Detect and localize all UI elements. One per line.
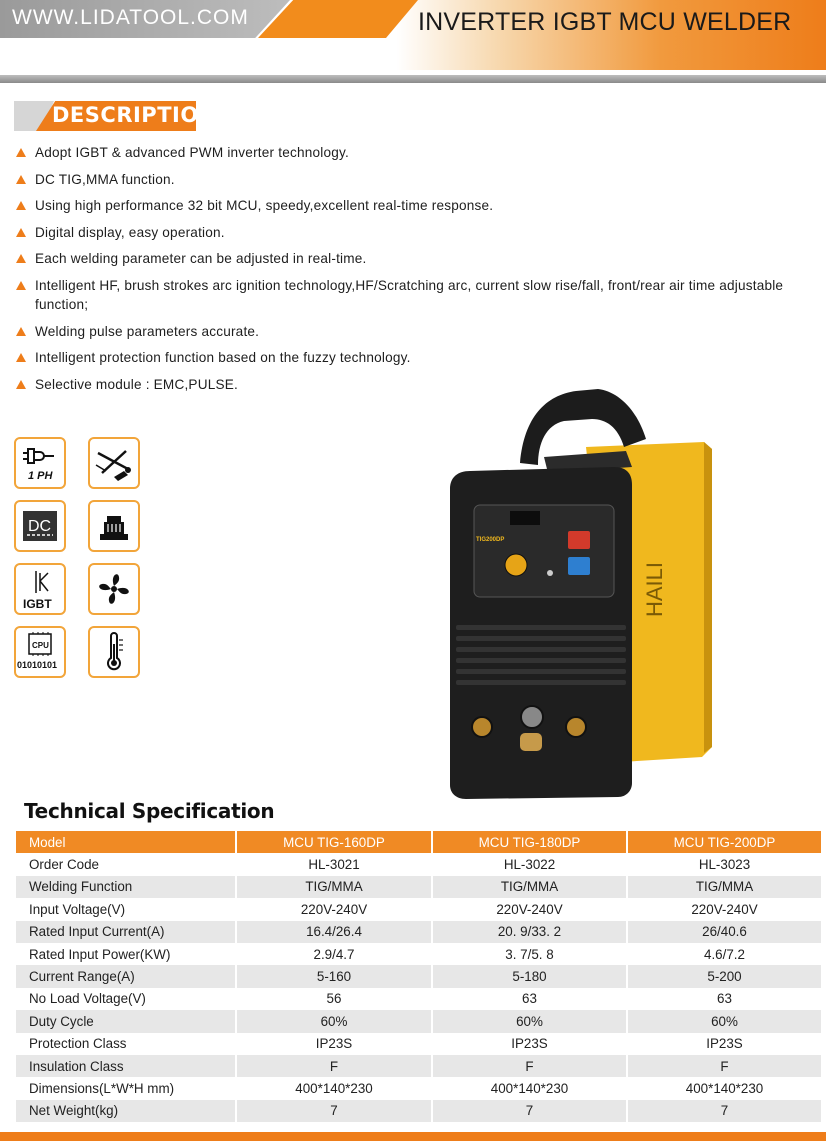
description-item: Adopt IGBT & advanced PWM inverter technology. [16,143,806,162]
cooling-fan-icon [88,563,140,615]
spec-row [16,965,822,987]
spec-value-cell: F [432,1055,627,1077]
spec-value-cell: 400*140*230 [432,1077,627,1099]
spec-value-cell: 60% [627,1010,822,1032]
description-item: Selective module : EMC,PULSE. [16,375,806,394]
spec-value-cell: IP23S [627,1033,822,1055]
spec-value-cell: 26/40.6 [627,921,822,943]
page-header [0,0,826,70]
welder-product-image [436,387,718,799]
spec-row [16,1077,822,1099]
spec-row [16,1033,822,1055]
triangle-bullet-icon [16,254,26,263]
spec-value-cell: 20. 9/33. 2 [432,921,627,943]
description-item: Intelligent protection function based on the fuzzy technology. [16,348,806,367]
heat-sink-icon [88,500,140,552]
spec-value-cell: IP23S [236,1033,432,1055]
svg-text:01010101: 01010101 [17,660,58,670]
spec-label-cell: Input Voltage(V) [16,898,236,920]
spec-value-cell: 7 [627,1100,822,1122]
spec-value-cell: MCU TIG-200DP [627,831,822,853]
spec-value-cell: 56 [236,988,432,1010]
spec-value-cell: IP23S [432,1033,627,1055]
spec-label-cell: Current Range(A) [16,965,236,987]
header-divider [0,75,826,83]
triangle-bullet-icon [16,148,26,157]
triangle-bullet-icon [16,380,26,389]
spec-header-row [16,831,822,853]
spec-label-cell: Model [16,831,236,853]
spec-label-cell: Rated Input Power(KW) [16,943,236,965]
description-item: Each welding parameter can be adjusted in real-time. [16,249,806,268]
spec-row [16,898,822,920]
spec-value-cell: F [627,1055,822,1077]
spec-value-cell: MCU TIG-160DP [236,831,432,853]
tig-torch-electrode-icon [88,437,140,489]
svg-text:IGBT: IGBT [23,597,52,611]
single-phase-plug-icon [14,437,66,489]
igbt-transistor-icon [14,563,66,615]
spec-label-cell: Duty Cycle [16,1010,236,1032]
triangle-bullet-icon [16,228,26,237]
spec-value-cell: HL-3022 [432,853,627,875]
spec-value-cell: 4.6/7.2 [627,943,822,965]
spec-value-cell: 16.4/26.4 [236,921,432,943]
spec-value-cell: 60% [432,1010,627,1032]
svg-text:DC: DC [28,518,52,535]
spec-value-cell: TIG/MMA [627,876,822,898]
description-item: Digital display, easy operation. [16,223,806,242]
spec-value-cell: HL-3021 [236,853,432,875]
spec-row [16,988,822,1010]
svg-text:TIG200DP: TIG200DP [476,537,505,543]
spec-row [16,921,822,943]
spec-label-cell: Rated Input Current(A) [16,921,236,943]
spec-value-cell: TIG/MMA [236,876,432,898]
spec-value-cell: 5-180 [432,965,627,987]
description-heading: DESCRIPTION [52,103,217,127]
spec-value-cell: 5-160 [236,965,432,987]
spec-row [16,943,822,965]
spec-value-cell: 7 [236,1100,432,1122]
site-url[interactable]: WWW.LIDATOOL.COM [12,6,249,29]
description-heading-tag [14,101,217,131]
spec-value-cell: 400*140*230 [236,1077,432,1099]
spec-label-cell: Net Weight(kg) [16,1100,236,1122]
spec-value-cell: 2.9/4.7 [236,943,432,965]
spec-value-cell: 7 [432,1100,627,1122]
description-item: Intelligent HF, brush strokes arc ignition technology,HF/Scratching arc, current slow rise/fall, front/rear air time adjustable function; [16,276,806,314]
cpu-chip-icon [14,626,66,678]
triangle-bullet-icon [16,281,26,290]
spec-label-cell: Protection Class [16,1033,236,1055]
page-footer-bar [0,1132,826,1141]
svg-text:HAILI: HAILI [642,561,667,617]
spec-row [16,876,822,898]
spec-row [16,1010,822,1032]
dc-output-icon [14,500,66,552]
spec-value-cell: 5-200 [627,965,822,987]
description-item: DC TIG,MMA function. [16,170,806,189]
spec-value-cell: TIG/MMA [432,876,627,898]
spec-value-cell: 220V-240V [432,898,627,920]
spec-value-cell: 63 [432,988,627,1010]
spec-value-cell: 400*140*230 [627,1077,822,1099]
spec-value-cell: 60% [236,1010,432,1032]
spec-value-cell: 220V-240V [627,898,822,920]
description-item: Welding pulse parameters accurate. [16,322,806,341]
spec-value-cell: HL-3023 [627,853,822,875]
spec-label-cell: Welding Function [16,876,236,898]
svg-text:1 PH: 1 PH [28,470,53,482]
spec-label-cell: Order Code [16,853,236,875]
page-title: INVERTER IGBT MCU WELDER [418,8,792,36]
triangle-bullet-icon [16,175,26,184]
spec-row [16,853,822,875]
triangle-bullet-icon [16,353,26,362]
spec-row [16,1055,822,1077]
spec-row [16,1100,822,1122]
spec-value-cell: 63 [627,988,822,1010]
spec-label-cell: Dimensions(L*W*H mm) [16,1077,236,1099]
triangle-bullet-icon [16,201,26,210]
spec-table [16,831,823,1122]
spec-title: Technical Specification [24,799,275,823]
description-item: Using high performance 32 bit MCU, speedy,excellent real-time response. [16,196,806,215]
thermometer-icon [88,626,140,678]
svg-text:CPU: CPU [32,641,49,650]
spec-label-cell: No Load Voltage(V) [16,988,236,1010]
spec-value-cell: 220V-240V [236,898,432,920]
spec-value-cell: F [236,1055,432,1077]
spec-label-cell: Insulation Class [16,1055,236,1077]
triangle-bullet-icon [16,327,26,336]
spec-value-cell: MCU TIG-180DP [432,831,627,853]
description-list [16,143,806,401]
spec-value-cell: 3. 7/5. 8 [432,943,627,965]
